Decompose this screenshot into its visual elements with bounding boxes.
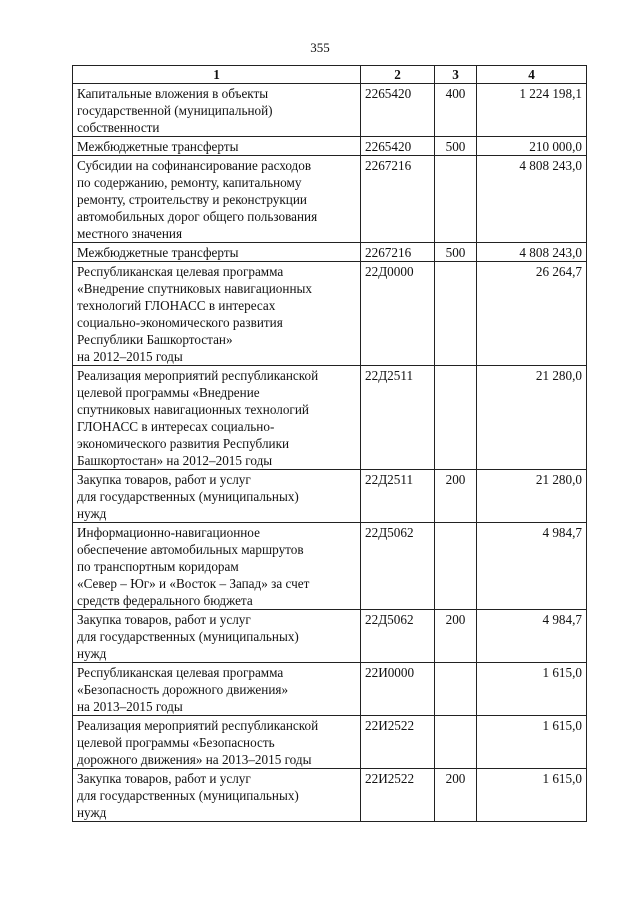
item-amount: 21 280,0 xyxy=(477,366,587,470)
item-name: Реализация мероприятий республиканской целевой программы «Внедрение спутниковых навигационных технологий ГЛОНАСС в интересах социально- экономического развития Республики Башкортостан» на 2012–2015 годы xyxy=(73,366,361,470)
item-name: Закупка товаров, работ и услуг для государственных (муниципальных) нужд xyxy=(73,769,361,822)
table-row xyxy=(73,610,587,663)
item-type xyxy=(435,366,477,470)
item-name: Субсидии на софинансирование расходов по содержанию, ремонту, капитальному ремонту, строительству и реконструкции автомобильных дорог общего пользования местного значения xyxy=(73,156,361,243)
item-code: 2267216 xyxy=(361,156,435,243)
item-name: Межбюджетные трансферты xyxy=(73,243,361,262)
item-code: 22Д5062 xyxy=(361,610,435,663)
table-header-row xyxy=(73,66,587,84)
item-code: 2265420 xyxy=(361,137,435,156)
item-code: 22Д5062 xyxy=(361,523,435,610)
item-amount: 1 615,0 xyxy=(477,769,587,822)
item-name: Информационно-навигационное обеспечение автомобильных маршрутов по транспортным коридорам «Север – Юг» и «Восток – Запад» за счет средств федерального бюджета xyxy=(73,523,361,610)
item-name: Капитальные вложения в объекты государственной (муниципальной) собственности xyxy=(73,84,361,137)
item-type xyxy=(435,663,477,716)
item-type: 200 xyxy=(435,610,477,663)
table-row xyxy=(73,156,587,243)
column-header: 3 xyxy=(435,66,477,84)
item-amount: 21 280,0 xyxy=(477,470,587,523)
item-code: 22И0000 xyxy=(361,663,435,716)
item-name: Реализация мероприятий республиканской целевой программы «Безопасность дорожного движения» на 2013–2015 годы xyxy=(73,716,361,769)
item-type: 500 xyxy=(435,137,477,156)
item-amount: 1 224 198,1 xyxy=(477,84,587,137)
item-type: 200 xyxy=(435,470,477,523)
item-code: 22И2522 xyxy=(361,769,435,822)
item-type: 200 xyxy=(435,769,477,822)
column-header: 1 xyxy=(73,66,361,84)
item-type xyxy=(435,156,477,243)
item-code: 22Д0000 xyxy=(361,262,435,366)
table-row xyxy=(73,366,587,470)
item-type xyxy=(435,716,477,769)
budget-table xyxy=(72,65,587,822)
item-name: Межбюджетные трансферты xyxy=(73,137,361,156)
table-row xyxy=(73,716,587,769)
item-amount: 1 615,0 xyxy=(477,663,587,716)
item-code: 2265420 xyxy=(361,84,435,137)
column-header: 4 xyxy=(477,66,587,84)
item-type xyxy=(435,523,477,610)
item-name: Республиканская целевая программа «Внедрение спутниковых навигационных технологий ГЛОНАСС в интересах социально-экономического развития Республики Башкортостан» на 2012–2015 годы xyxy=(73,262,361,366)
item-amount: 1 615,0 xyxy=(477,716,587,769)
table-row xyxy=(73,663,587,716)
item-code: 22Д2511 xyxy=(361,470,435,523)
item-type: 400 xyxy=(435,84,477,137)
table-row xyxy=(73,84,587,137)
table-row xyxy=(73,470,587,523)
item-amount: 4 984,7 xyxy=(477,610,587,663)
item-amount: 4 984,7 xyxy=(477,523,587,610)
item-amount: 4 808 243,0 xyxy=(477,243,587,262)
item-type: 500 xyxy=(435,243,477,262)
item-amount: 210 000,0 xyxy=(477,137,587,156)
table-row xyxy=(73,137,587,156)
table-row xyxy=(73,243,587,262)
item-name: Закупка товаров, работ и услуг для государственных (муниципальных) нужд xyxy=(73,470,361,523)
item-amount: 26 264,7 xyxy=(477,262,587,366)
column-header: 2 xyxy=(361,66,435,84)
item-type xyxy=(435,262,477,366)
item-code: 22Д2511 xyxy=(361,366,435,470)
table-row xyxy=(73,769,587,822)
item-name: Закупка товаров, работ и услуг для государственных (муниципальных) нужд xyxy=(73,610,361,663)
table-row xyxy=(73,262,587,366)
item-code: 2267216 xyxy=(361,243,435,262)
table-row xyxy=(73,523,587,610)
page-number: 355 xyxy=(310,40,330,55)
item-name: Республиканская целевая программа «Безопасность дорожного движения» на 2013–2015 годы xyxy=(73,663,361,716)
item-amount: 4 808 243,0 xyxy=(477,156,587,243)
item-code: 22И2522 xyxy=(361,716,435,769)
